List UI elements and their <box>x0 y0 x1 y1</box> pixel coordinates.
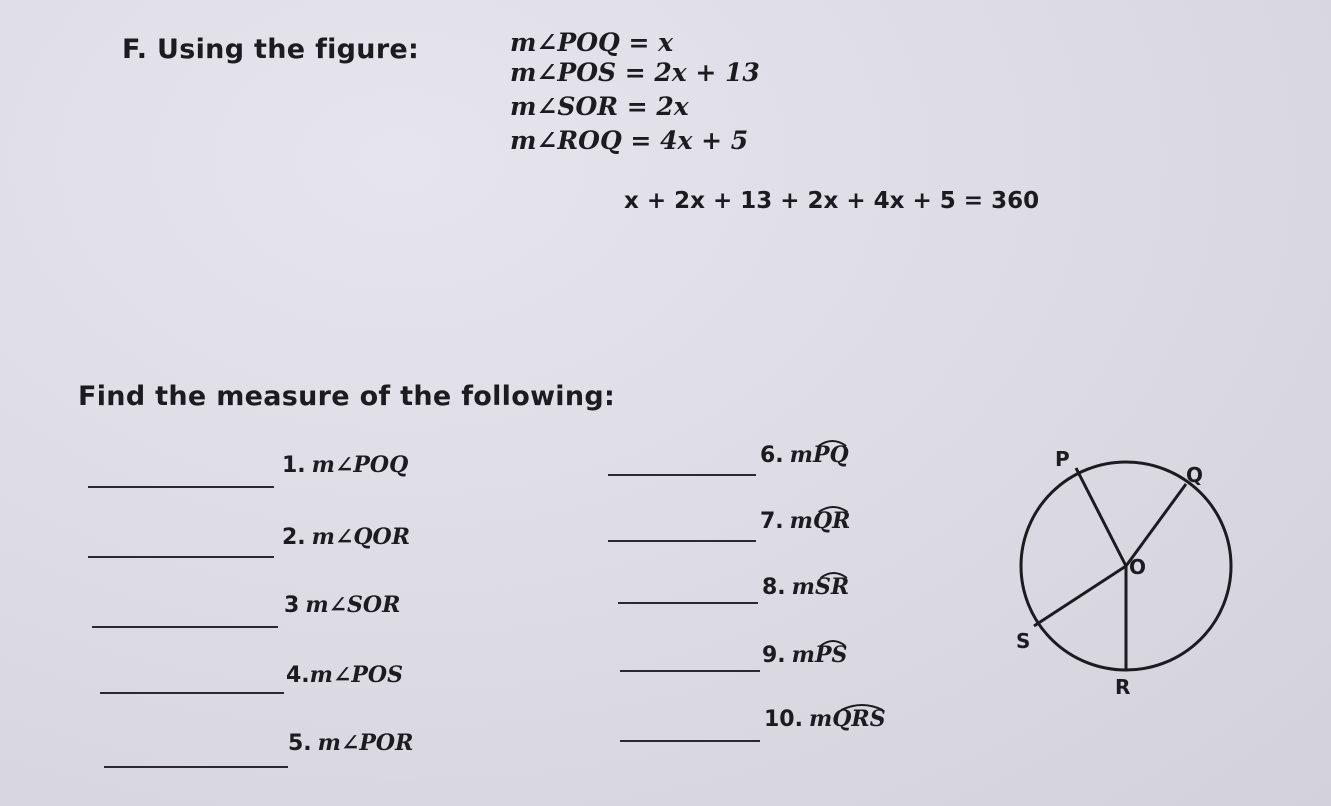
sum-equation: x + 2x + 13 + 2x + 4x + 5 = 360 <box>624 188 1040 214</box>
given-1: m∠POQ = x <box>510 28 674 57</box>
label-R: R <box>1115 675 1131 699</box>
question-number: 7. <box>760 509 784 534</box>
label-S: S <box>1016 629 1031 653</box>
arc-name: PS <box>815 642 847 668</box>
question-5 <box>288 730 413 756</box>
question-9 <box>762 642 847 668</box>
given-3: m∠SOR = 2x <box>510 92 689 121</box>
arc-symbol <box>819 639 847 647</box>
question-number: 5. <box>288 731 312 756</box>
answer-blank-8[interactable] <box>618 602 758 604</box>
label-Q: Q <box>1186 463 1204 487</box>
arc-symbol <box>839 703 885 711</box>
question-expression <box>792 642 848 668</box>
arc-symbol <box>817 505 849 513</box>
answer-blank-1[interactable] <box>88 486 274 488</box>
question-expression: m∠POR <box>317 730 414 756</box>
question-expression <box>809 706 886 732</box>
answer-blank-4[interactable] <box>100 692 284 694</box>
answer-blank-3[interactable] <box>92 626 278 628</box>
question-expression <box>792 574 849 600</box>
answer-blank-2[interactable] <box>88 556 274 558</box>
arc-prefix: m <box>789 508 813 534</box>
arc-symbol <box>819 571 848 579</box>
question-number: 3 <box>284 593 300 618</box>
question-number: 9. <box>762 643 786 668</box>
arc-prefix: m <box>791 642 815 668</box>
given-2: m∠POS = 2x + 13 <box>510 58 760 87</box>
given-4: m∠ROQ = 4x + 5 <box>510 126 749 155</box>
segment-OS <box>1034 566 1126 626</box>
answer-blank-7[interactable] <box>608 540 756 542</box>
question-expression: m∠SOR <box>305 592 401 618</box>
question-number: 8. <box>762 575 786 600</box>
question-1 <box>282 452 408 478</box>
label-O: O <box>1129 555 1147 579</box>
question-expression <box>790 508 851 534</box>
section-label: F. Using the figure: <box>122 34 420 65</box>
arc-prefix: m <box>789 442 813 468</box>
answer-blank-9[interactable] <box>620 670 760 672</box>
arc-prefix: m <box>791 574 815 600</box>
arc-prefix: m <box>808 706 833 732</box>
segment-OQ <box>1126 484 1186 566</box>
answer-blank-6[interactable] <box>608 474 756 476</box>
answer-blank-5[interactable] <box>104 766 288 768</box>
arc-name: QRS <box>832 706 885 732</box>
arc-name: SR <box>815 574 849 600</box>
arc-name: PQ <box>813 442 849 468</box>
question-expression: m∠QOR <box>311 524 410 550</box>
question-2 <box>282 524 410 550</box>
answer-blank-10[interactable] <box>620 740 760 742</box>
label-P: P <box>1055 447 1070 471</box>
question-number: 10. <box>764 707 803 732</box>
question-expression <box>790 442 849 468</box>
arc-name: QR <box>813 508 850 534</box>
instruction: Find the measure of the following: <box>78 381 616 412</box>
question-4 <box>286 662 403 688</box>
question-6 <box>760 442 849 468</box>
circle-figure <box>1010 442 1270 712</box>
question-expression: m∠POS <box>309 662 403 688</box>
question-8 <box>762 574 849 600</box>
question-number: 4. <box>286 663 310 688</box>
question-10 <box>764 706 886 732</box>
question-number: 6. <box>760 443 784 468</box>
arc-symbol <box>817 439 848 447</box>
segment-OP <box>1076 468 1126 566</box>
question-expression: m∠POQ <box>311 452 409 478</box>
question-number: 1. <box>282 453 306 478</box>
question-7 <box>760 508 850 534</box>
question-number: 2. <box>282 525 306 550</box>
question-3 <box>284 592 400 618</box>
